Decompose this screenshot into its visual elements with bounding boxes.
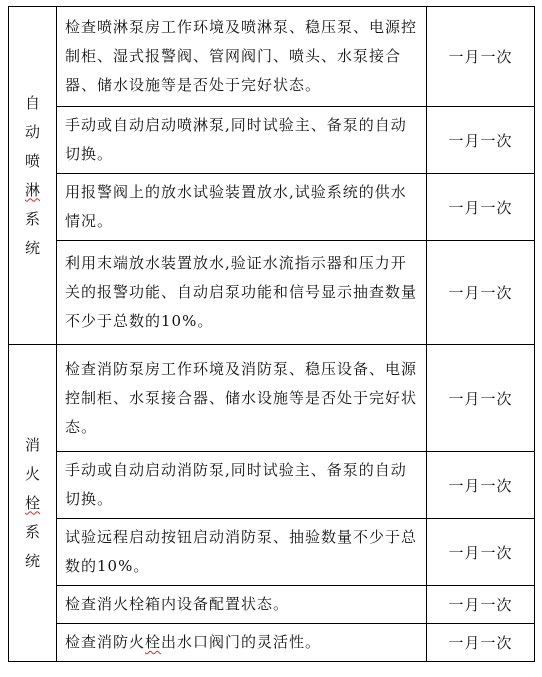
task-frequency: 一月一次 bbox=[427, 174, 535, 241]
task-description: 检查消火栓箱内设备配置状态。 bbox=[57, 586, 427, 624]
category-char-spellcheck-flagged: 淋 bbox=[24, 180, 40, 199]
task-text-part: 检查消防火 bbox=[65, 633, 146, 651]
table-row bbox=[9, 519, 535, 586]
category-char: 火 bbox=[24, 464, 40, 483]
task-description: 试验远程启动按钮启动消防泵、抽验数量不少于总数的10%。 bbox=[57, 519, 427, 586]
table-row bbox=[9, 624, 535, 662]
task-text-spellcheck-flagged: 栓 bbox=[145, 633, 162, 651]
category-char: 消 bbox=[24, 435, 40, 454]
category-char: 动 bbox=[24, 122, 40, 141]
task-frequency: 一月一次 bbox=[427, 7, 535, 107]
task-description: 用报警阀上的放水试验装置放水,试验系统的供水情况。 bbox=[57, 174, 427, 241]
maintenance-table bbox=[8, 6, 535, 662]
table-row bbox=[9, 452, 535, 519]
table-row bbox=[9, 107, 535, 174]
task-frequency: 一月一次 bbox=[427, 452, 535, 519]
task-frequency: 一月一次 bbox=[427, 107, 535, 174]
task-description bbox=[57, 624, 427, 662]
category-char: 系 bbox=[24, 209, 40, 228]
category-char: 统 bbox=[24, 551, 40, 570]
task-frequency: 一月一次 bbox=[427, 241, 535, 345]
table-row bbox=[9, 174, 535, 241]
category-cell-hydrant-system bbox=[9, 345, 57, 662]
task-description: 检查喷淋泵房工作环境及喷淋泵、稳压泵、电源控制柜、湿式报警阀、管网阀门、喷头、水泵接合器、储水设施等是否处于完好状态。 bbox=[57, 7, 427, 107]
category-cell-sprinkler-system bbox=[9, 7, 57, 345]
task-frequency: 一月一次 bbox=[427, 519, 535, 586]
category-char: 统 bbox=[24, 238, 40, 257]
task-frequency: 一月一次 bbox=[427, 586, 535, 624]
task-text-part: 出水口阀门的灵活性。 bbox=[161, 633, 322, 651]
category-char-spellcheck-flagged: 栓 bbox=[24, 493, 40, 512]
category-char: 喷 bbox=[24, 151, 40, 170]
task-frequency: 一月一次 bbox=[427, 624, 535, 662]
table-row bbox=[9, 345, 535, 452]
task-description: 利用末端放水装置放水,验证水流指示器和压力开关的报警功能、自动启泵功能和信号显示抽查数量不少于总数的10%。 bbox=[57, 241, 427, 345]
task-description: 手动或自动启动喷淋泵,同时试验主、备泵的自动切换。 bbox=[57, 107, 427, 174]
table-row bbox=[9, 7, 535, 107]
task-description: 检查消防泵房工作环境及消防泵、稳压设备、电源控制柜、水泵接合器、储水设施等是否处于完好状态。 bbox=[57, 345, 427, 452]
task-description: 手动或自动启动消防泵,同时试验主、备泵的自动切换。 bbox=[57, 452, 427, 519]
category-char: 自 bbox=[24, 93, 40, 112]
category-char: 系 bbox=[24, 522, 40, 541]
task-frequency: 一月一次 bbox=[427, 345, 535, 452]
table-row bbox=[9, 241, 535, 345]
table-row bbox=[9, 586, 535, 624]
